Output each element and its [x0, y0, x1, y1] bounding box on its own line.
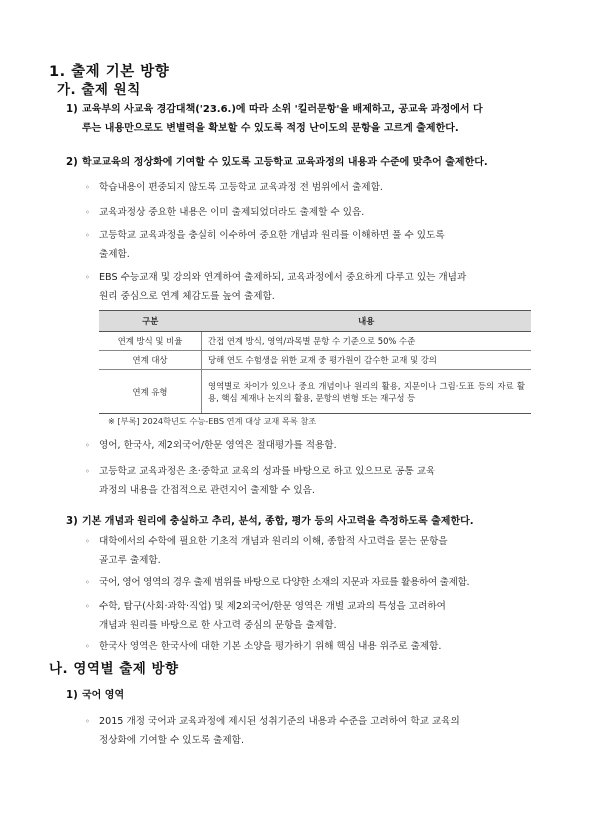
list-item — [85, 268, 529, 306]
table-header-content: 내용 — [202, 311, 532, 332]
list-item — [85, 573, 539, 592]
bullet-icon: ◦ — [85, 183, 90, 192]
table-row — [99, 370, 531, 414]
list-item — [85, 597, 529, 635]
bullet-text: EBS 수능교재 및 강의와 연계하여 출제하되, 교육과정에서 중요하게 다루고 있는 개념과 — [99, 272, 467, 283]
bullet-text: 정상화에 기여할 수 있도록 출제함. — [99, 735, 244, 746]
list-item — [85, 203, 529, 222]
table-cell: 영역별로 차이가 있으나 중요 개념이나 원리의 활용, 지문이나 그림·도표 등의 자료 활용, 핵심 제재나 논지의 활용, 문항의 변형 또는 재구성 등 — [202, 370, 532, 414]
bullet-icon: ◦ — [85, 578, 90, 587]
subsection-heading-na: 나. 영역별 출제 방향 — [49, 661, 179, 677]
bullet-text: 고등학교 교육과정은 초·중학교 교육의 성과를 바탕으로 하고 있으므로 공통 교육 — [99, 466, 436, 477]
principle-3-text: 기본 개념과 원리에 충실하고 추리, 분석, 종합, 평가 등의 사고력을 측정하도록 출제한다. — [82, 516, 474, 527]
list-item — [85, 712, 529, 750]
ebs-linkage-table — [99, 310, 531, 414]
table-cell: 연계 대상 — [99, 351, 202, 370]
bullet-text: 교육과정상 중요한 내용은 이미 출제되었더라도 출제할 수 있음. — [99, 207, 365, 218]
bullet-icon: ◦ — [85, 537, 90, 546]
bullet-text: 대학에서의 수학에 필요한 기초적 개념과 원리의 이해, 종합적 사고력을 묻는 문항을 — [99, 536, 448, 547]
principle-1-num: 1) — [66, 104, 78, 115]
bullet-icon: ◦ — [85, 717, 90, 726]
bullet-icon: ◦ — [85, 231, 90, 240]
bullet-text: 한국사 영역은 한국사에 대한 기본 소양을 평가하기 위해 핵심 내용 위주로 출제함. — [99, 641, 442, 652]
table-cell: 당해 연도 수험생을 위한 교재 중 평가원이 감수한 교재 및 강의 — [202, 351, 532, 370]
bullet-text: 영어, 한국사, 제2외국어/한문 영역은 절대평가를 적용함. — [99, 440, 337, 451]
list-item — [85, 532, 529, 570]
bullet-icon: ◦ — [85, 602, 90, 611]
bullet-icon: ◦ — [85, 642, 90, 651]
bullet-icon: ◦ — [85, 441, 90, 450]
list-item — [85, 436, 529, 455]
bullet-text: 2015 개정 국어과 교육과정에 제시된 성취기준의 내용과 수준을 고려하여 학교 교육의 — [99, 716, 460, 727]
bullet-icon: ◦ — [85, 273, 90, 282]
bullet-text: 국어, 영어 영역의 경우 출제 범위를 바탕으로 다양한 소재의 지문과 자료를 활용하여 출제함. — [99, 577, 470, 588]
bullet-text: 고등학교 교육과정을 충실히 이수하여 중요한 개념과 원리를 이해하면 풀 수 있도록 — [99, 230, 445, 241]
principle-3-number: 3) — [66, 516, 78, 527]
principle-1-number — [66, 100, 78, 119]
bullet-text: 골고루 출제함. — [99, 555, 161, 566]
table-header-category: 구분 — [99, 311, 202, 332]
korean-section-title: 국어 영역 — [82, 690, 125, 701]
principle-2-number: 2) — [66, 157, 78, 168]
principle-1-line2: 루는 내용만으로도 변별력을 확보할 수 있도록 적정 난이도의 문항을 고르게 출제한다. — [82, 123, 459, 134]
bullet-icon: ◦ — [85, 208, 90, 217]
table-cell: 연계 방식 및 비율 — [99, 332, 202, 351]
bullet-text: 학습내용이 편중되지 않도록 고등학교 교육과정 전 범위에서 출제함. — [99, 182, 383, 193]
table-row — [99, 351, 531, 370]
subsection-heading-ga: 가. 출제 원칙 — [57, 82, 141, 98]
list-item — [85, 462, 529, 500]
principle-1-text — [82, 100, 542, 138]
bullet-text: 과정의 내용을 간접적으로 관련지어 출제할 수 있음. — [99, 485, 315, 496]
bullet-text: 수학, 탐구(사회·과학·직업) 및 제2외국어/한문 영역은 개별 교과의 특성을 고려하여 — [99, 601, 446, 612]
principle-1-line1: 교육부의 사교육 경감대책('23.6.)에 따라 소위 '킬러문항'을 배제하고, 공교육 과정에서 다 — [82, 104, 483, 115]
section-heading-1: 1. 출제 기본 방향 — [49, 64, 170, 80]
principle-2-text: 학교교육의 정상화에 기여할 수 있도록 고등학교 교육과정의 내용과 수준에 맞추어 출제한다. — [82, 157, 488, 168]
bullet-text: 개념과 원리를 바탕으로 한 사고력 중심의 문항을 출제함. — [99, 620, 337, 631]
list-item — [85, 178, 529, 197]
table-header-row — [99, 311, 531, 332]
table-row — [99, 332, 531, 351]
table-cell: 연계 유형 — [99, 370, 202, 414]
bullet-text: 원리 중심으로 연계 체감도를 높여 출제함. — [99, 291, 275, 302]
list-item — [85, 226, 529, 264]
table-note: ※ [부록] 2024학년도 수능-EBS 연계 대상 교재 목록 참조 — [108, 416, 317, 426]
table-cell: 간접 연계 방식, 영역/과목별 문항 수 기준으로 50% 수준 — [202, 332, 532, 351]
list-item — [85, 637, 529, 656]
bullet-icon: ◦ — [85, 467, 90, 476]
bullet-text: 출제함. — [99, 249, 130, 260]
korean-section-number: 1) — [66, 690, 78, 701]
